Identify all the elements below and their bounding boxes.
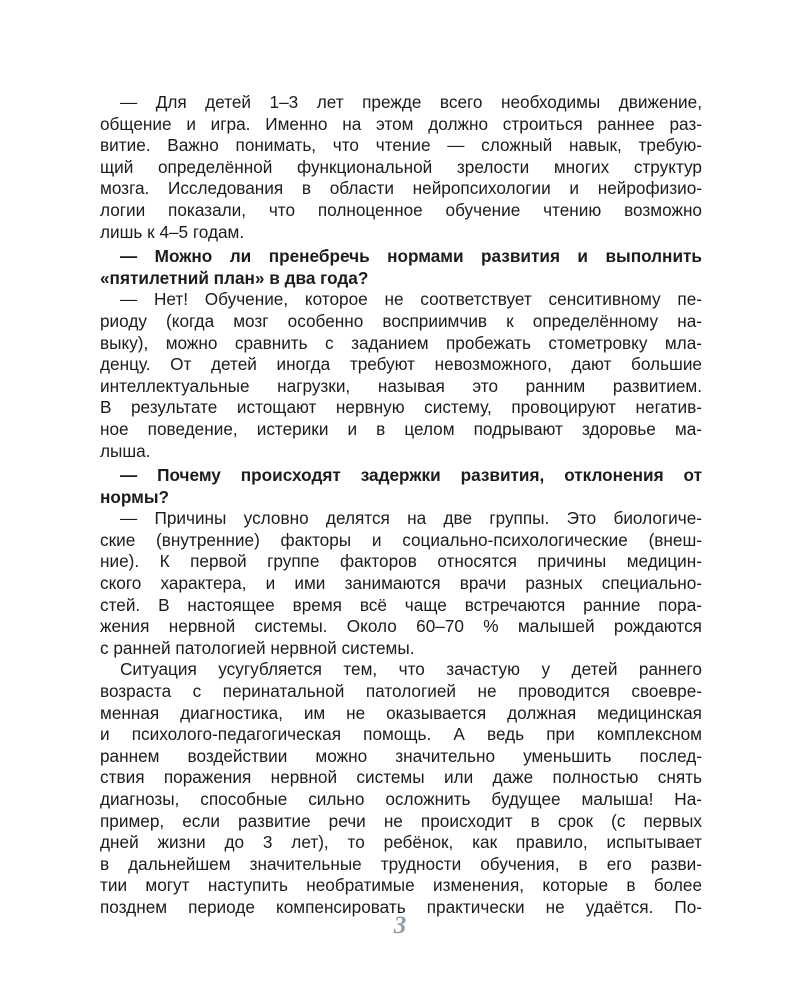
text-line: позднем периоде компенсировать практически не удаётся. По-: [100, 896, 702, 917]
text-line: ние). К первой группе факторов относятся причины медицин-: [100, 551, 702, 572]
text-line: раннем воздействии можно значительно уменьшить послед-: [100, 745, 702, 766]
text-line: жения нервной системы. Около 60–70 % малышей рождаются: [100, 616, 702, 637]
text-line: возраста с перинатальной патологией не проводится своевре-: [100, 681, 702, 702]
text-line: общение и игра. Именно на этом должно строиться раннее раз-: [100, 113, 702, 134]
paragraph-answer-3: [100, 508, 702, 659]
text-line: риоду (когда мозг особенно восприимчив к определённому на-: [100, 310, 702, 331]
text-line: щий определённой функциональной зрелости многих структур: [100, 156, 702, 177]
text-line: нормы?: [100, 486, 170, 507]
text-line: витие. Важно понимать, что чтение — сложный навык, требую-: [100, 135, 702, 156]
text-line: выку), можно сравнить с заданием пробежать стометровку мла-: [100, 332, 702, 353]
text-line: логии показали, что полноценное обучение чтению возможно: [100, 199, 702, 220]
text-line: диагнозы, способные сильно осложнить будущее малыша! На-: [100, 789, 702, 809]
text-line: — Нет! Обучение, которое не соответствует сенситивному пе-: [120, 289, 702, 310]
text-line: ского характера, и ими занимаются врачи разных специально-: [100, 573, 702, 594]
paragraph-situation: [100, 659, 702, 918]
text-line: лыша.: [100, 440, 151, 461]
text-line: ские (внутренние) факторы и социально-психологические (внеш-: [100, 529, 702, 550]
text-line: дней жизни до 3 лет), то ребёнок, как правило, испытывает: [100, 832, 702, 853]
text-line: Ситуация усугубляется тем, что зачастую у детей раннего: [120, 659, 702, 680]
text-line: мозга. Исследования в области нейропсихологии и нейрофизио-: [100, 178, 702, 199]
paragraph-answer-2: [100, 289, 702, 462]
text-line: интеллектуальные нагрузки, называя это ранним развитием.: [100, 375, 702, 396]
text-line: ное поведение, истерики и в целом подрывают здоровье ма-: [100, 418, 702, 439]
text-line: тии могут наступить необратимые изменения, которые в более: [100, 875, 702, 896]
text-line: — Для детей 1–3 лет прежде всего необходимы движение,: [120, 92, 702, 112]
page-number: 3: [393, 912, 407, 939]
text-line: В результате истощают нервную систему, провоцируют негатив-: [100, 397, 702, 418]
text-line: денцу. От детей иногда требуют невозможного, дают большие: [100, 354, 702, 375]
text-line: менная диагностика, им не оказывается должная медицинская: [100, 702, 702, 723]
paragraph-answer-1: [100, 92, 702, 243]
text-line: — Можно ли пренебречь нормами развития и выполнить: [120, 246, 702, 267]
body-text: [100, 92, 702, 919]
text-line: лишь к 4–5 годам.: [100, 221, 245, 242]
text-line: «пятилетний план» в два года?: [100, 267, 369, 288]
text-line: с ранней патологией нервной системы.: [100, 637, 415, 658]
paragraph-question-2: [100, 465, 702, 508]
text-line: стей. В настоящее время всё чаще встречаются ранние пора-: [100, 594, 702, 615]
paragraph-question-1: [100, 246, 702, 289]
text-line: ствия поражения нервной системы или даже полностью снять: [100, 767, 702, 788]
text-line: в дальнейшем значительные трудности обучения, в его разви-: [100, 853, 702, 874]
text-line: пример, если развитие речи не происходит в срок (с первых: [100, 810, 702, 831]
text-line: — Почему происходят задержки развития, отклонения от: [120, 465, 702, 486]
text-line: и психолого-педагогическая помощь. А ведь при комплексном: [100, 724, 702, 745]
text-line: — Причины условно делятся на две группы. Это биологиче-: [120, 508, 702, 529]
